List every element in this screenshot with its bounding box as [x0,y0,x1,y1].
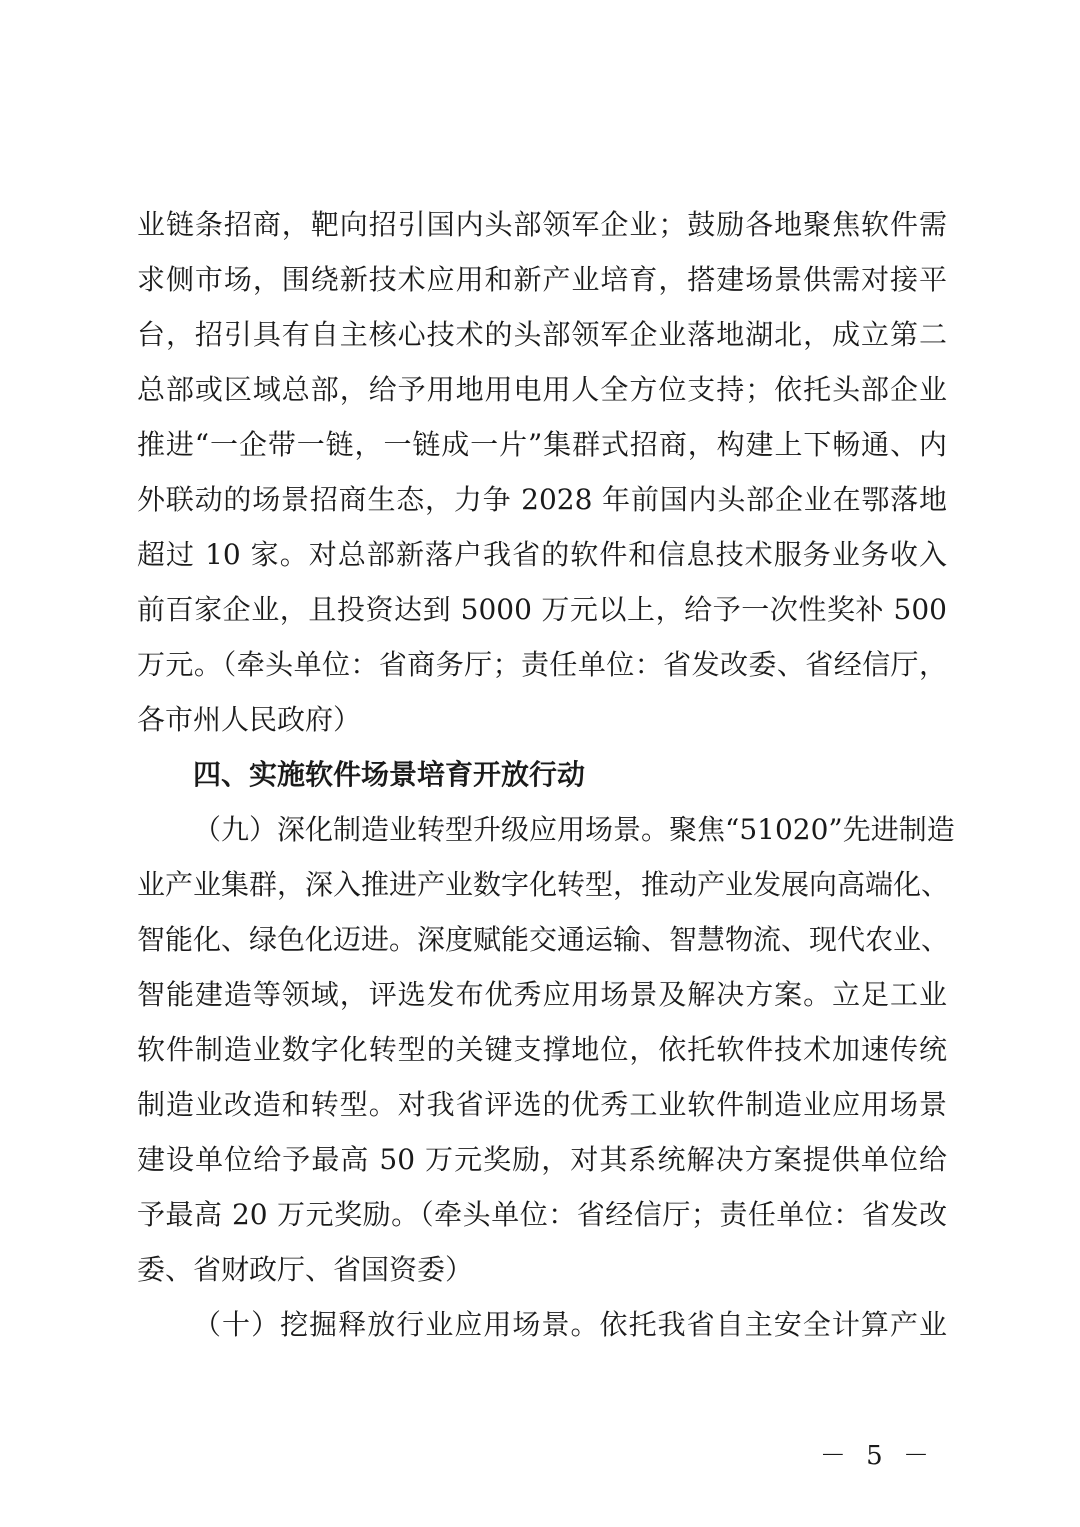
paragraph-line: 推进“一企带一链，一链成一片”集群式招商，构建上下畅通、内 [137,428,947,461]
paragraph-line: 万元。（牵头单位：省商务厅；责任单位：省发改委、省经信厅， [137,648,947,681]
paragraph-line: 总部或区域总部，给予用地用电用人全方位支持；依托头部企业 [137,373,947,406]
paragraph-line: 求侧市场，围绕新技术应用和新产业培育，搭建场景供需对接平 [137,263,947,296]
section-heading: 四、实施软件场景培育开放行动 [193,758,586,791]
paragraph-line: 超过 10 家。对总部新落户我省的软件和信息技术服务业务收入 [137,538,947,571]
paragraph-line: 外联动的场景招商生态，力争 2028 年前国内头部企业在鄂落地 [137,483,947,516]
paragraph-line: 予最高 20 万元奖励。（牵头单位：省经信厅；责任单位：省发改 [137,1198,947,1231]
paragraph-line: 前百家企业，且投资达到 5000 万元以上，给予一次性奖补 500 [137,593,947,626]
paragraph-line: 业链条招商，靶向招引国内头部领军企业；鼓励各地聚焦软件需 [137,208,947,241]
paragraph-line: 建设单位给予最高 50 万元奖励，对其系统解决方案提供单位给 [137,1143,947,1176]
paragraph-line: （十）挖掘释放行业应用场景。依托我省自主安全计算产业 [193,1308,947,1341]
paragraph-line: 智能化、绿色化迈进。深度赋能交通运输、智慧物流、现代农业、 [137,923,950,956]
paragraph-line: （九）深化制造业转型升级应用场景。聚焦“51020”先进制造 [193,813,955,846]
paragraph-line: 制造业改造和转型。对我省评选的优秀工业软件制造业应用场景 [137,1088,947,1121]
paragraph-line: 业产业集群，深入推进产业数字化转型，推动产业发展向高端化、 [137,868,950,901]
paragraph-line: 台，招引具有自主核心技术的头部领军企业落地湖北，成立第二 [137,318,947,351]
paragraph-line: 委、省财政厅、省国资委） [137,1253,474,1286]
page-number: － 5 － [819,1441,935,1471]
paragraph-line: 各市州人民政府） [137,703,362,736]
paragraph-line: 软件制造业数字化转型的关键支撑地位，依托软件技术加速传统 [137,1033,947,1066]
paragraph-line: 智能建造等领域，评选发布优秀应用场景及解决方案。立足工业 [137,978,947,1011]
